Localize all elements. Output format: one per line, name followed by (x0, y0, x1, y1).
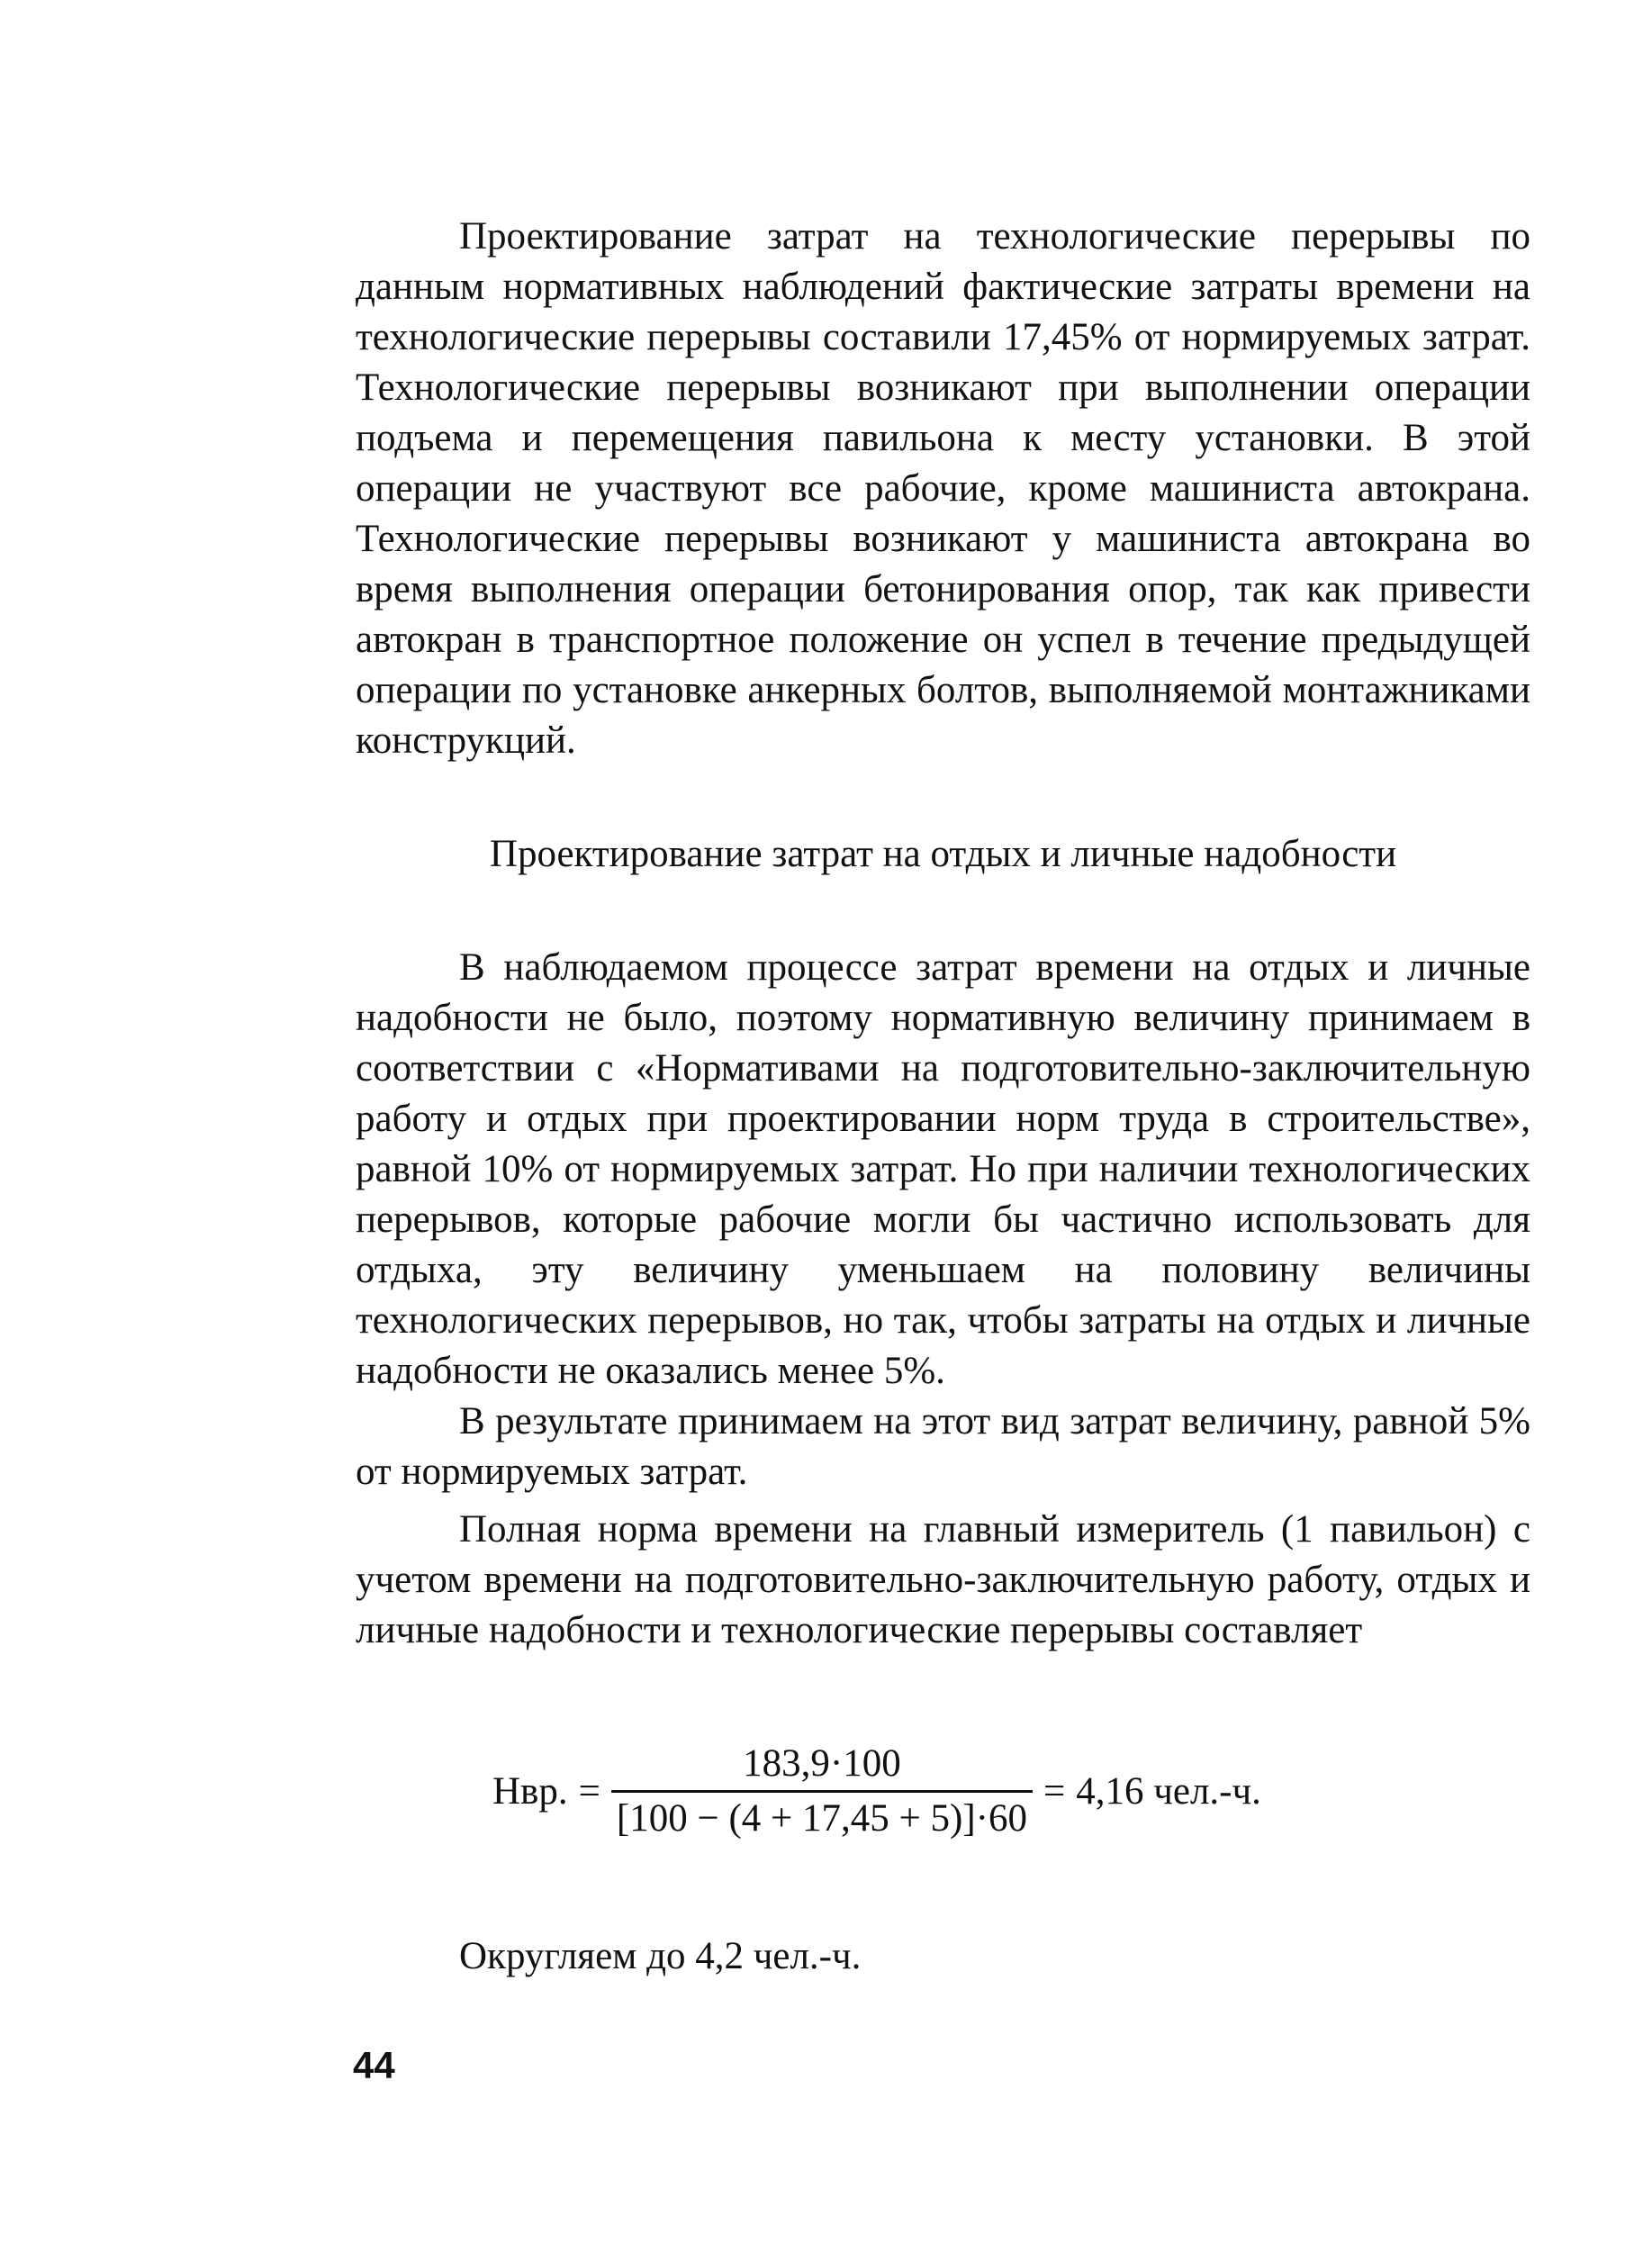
paragraph-result: В результате принимаем на этот вид затрат величину, равной 5% от нормируемых затрат. (356, 1400, 1530, 1493)
paragraph-tech-breaks: Проектирование затрат на технологические перерывы по данным нормативных наблюдений фактические затраты времени на технологические перерывы составили 17,45% от нормируемых затрат. Технологические перерывы возникают при выполнении операции подъема и перемещения павильона к месту установки. В этой операции не участвуют все рабочие, кроме машиниста автокрана. Технологические перерывы возникают у машиниста автокрана во время выполнения операции бетонирования опор, так как привести автокран в транспортное положение он успел в течение предыдущей операции по установке анкерных болтов, выполняемой монтажниками конструкций. (356, 215, 1530, 762)
time-norm-formula (356, 1741, 1530, 1841)
formula-equals-result: = (1043, 1770, 1066, 1813)
formula-numerator: 183,9·100 (743, 1742, 901, 1785)
formula-equals: = (578, 1770, 600, 1813)
page-number: 44 (353, 2044, 395, 2086)
paragraph-full-norm: Полная норма времени на главный измеритель (1 павильон) с учетом времени на подготовительно-заключительную работу, отдых и личные надобности и технологические перерывы составляет (356, 1508, 1530, 1651)
formula-fraction (611, 1741, 1033, 1841)
rounding-note: Округляем до 4,2 чел.-ч. (459, 1935, 862, 1977)
formula-result: 4,16 чел.-ч. (1076, 1770, 1261, 1813)
paragraph-rest-norms: В наблюдаемом процессе затрат времени на отдых и личные надобности не было, поэтому нормативную величину принимаем в соответствии с «Нормативами на подготовительно-заключительную работу и отдых при проектировании норм труда в строительстве», равной 10% от нормируемых затрат. Но при наличии технологических перерывов, которые рабочие могли бы частично использовать для отдыха, эту величину уменьшаем на половину величины технологических перерывов, но так, чтобы затраты на отдых и личные надобности не оказались менее 5%. (356, 946, 1530, 1392)
formula-lhs: Нвр. (492, 1770, 568, 1813)
document-page (356, 212, 1530, 1982)
formula-denominator: [100 − (4 + 17,45 + 5)]·60 (616, 1797, 1027, 1840)
section-heading-rest: Проектирование затрат на отдых и личные надобности (489, 833, 1397, 875)
